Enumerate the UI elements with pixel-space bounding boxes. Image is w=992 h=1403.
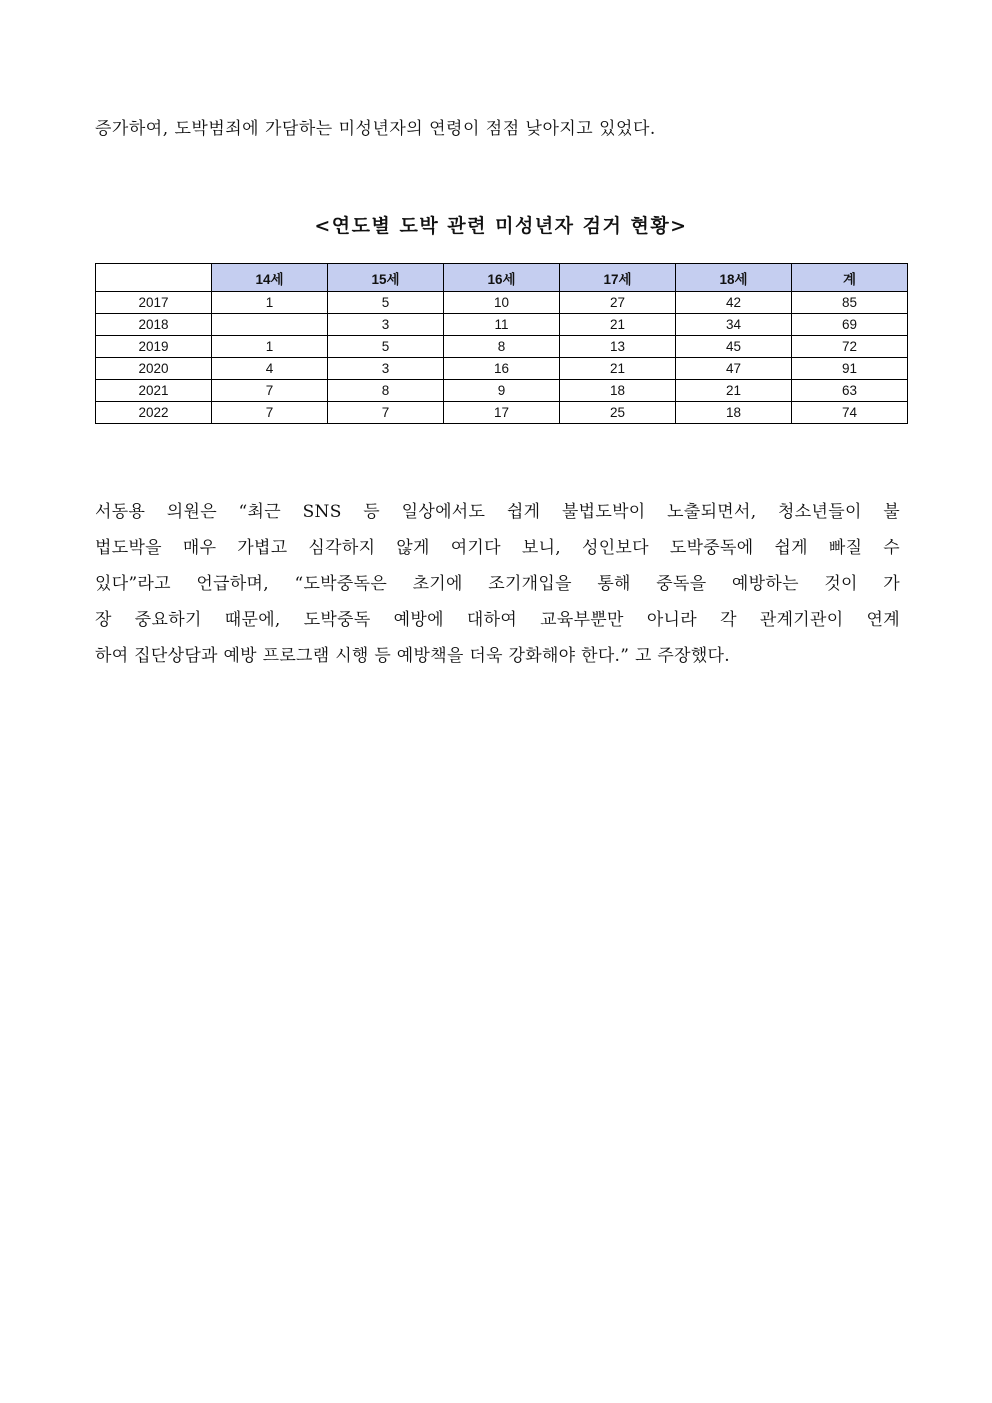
table-cell: 7 bbox=[328, 402, 444, 424]
table-cell: 7 bbox=[212, 402, 328, 424]
table-row bbox=[96, 402, 908, 424]
table-cell: 1 bbox=[212, 336, 328, 358]
table-cell bbox=[212, 314, 328, 336]
table-cell: 47 bbox=[676, 358, 792, 380]
table-cell: 10 bbox=[444, 292, 560, 314]
table-cell: 13 bbox=[560, 336, 676, 358]
table-header-cell-age17: 17세 bbox=[560, 264, 676, 292]
table-cell: 2021 bbox=[96, 380, 212, 402]
table-cell: 3 bbox=[328, 358, 444, 380]
table-cell: 2022 bbox=[96, 402, 212, 424]
table-cell: 42 bbox=[676, 292, 792, 314]
table-cell: 17 bbox=[444, 402, 560, 424]
body-line: 법도박을 매우 가볍고 심각하지 않게 여기다 보니, 성인보다 도박중독에 쉽게 빠질 수 bbox=[95, 538, 900, 558]
table-row bbox=[96, 380, 908, 402]
table-cell: 4 bbox=[212, 358, 328, 380]
table-cell: 8 bbox=[328, 380, 444, 402]
table-cell: 11 bbox=[444, 314, 560, 336]
table-cell: 1 bbox=[212, 292, 328, 314]
table-row bbox=[96, 358, 908, 380]
table-cell: 63 bbox=[792, 380, 908, 402]
table-cell: 21 bbox=[560, 358, 676, 380]
table-cell: 34 bbox=[676, 314, 792, 336]
table-cell: 5 bbox=[328, 336, 444, 358]
intro-paragraph: 증가하여, 도박범죄에 가담하는 미성년자의 연령이 점점 낮아지고 있었다. bbox=[95, 119, 656, 139]
table-title: <연도별 도박 관련 미성년자 검거 현황> bbox=[314, 215, 688, 237]
table-header-cell-age15: 15세 bbox=[328, 264, 444, 292]
table-cell: 5 bbox=[328, 292, 444, 314]
table-cell: 45 bbox=[676, 336, 792, 358]
table-header-cell-year bbox=[96, 264, 212, 292]
table-row bbox=[96, 314, 908, 336]
table-header-cell-age14: 14세 bbox=[212, 264, 328, 292]
table-cell: 8 bbox=[444, 336, 560, 358]
table-cell: 72 bbox=[792, 336, 908, 358]
body-line: 하여 집단상담과 예방 프로그램 시행 등 예방책을 더욱 강화해야 한다.” 고 주장했다. bbox=[95, 646, 730, 666]
table-header-cell-age18: 18세 bbox=[676, 264, 792, 292]
table-cell: 2019 bbox=[96, 336, 212, 358]
table-cell: 69 bbox=[792, 314, 908, 336]
table-cell: 18 bbox=[676, 402, 792, 424]
table-cell: 2017 bbox=[96, 292, 212, 314]
table-cell: 21 bbox=[560, 314, 676, 336]
table-header-cell-total: 계 bbox=[792, 264, 908, 292]
body-line: 서동용 의원은 “최근 SNS 등 일상에서도 쉽게 불법도박이 노출되면서, 청소년들이 불 bbox=[95, 502, 900, 522]
body-line: 장 중요하기 때문에, 도박중독 예방에 대하여 교육부뿐만 아니라 각 관계기관이 연계 bbox=[95, 610, 900, 630]
table-cell: 21 bbox=[676, 380, 792, 402]
table-cell: 91 bbox=[792, 358, 908, 380]
table-cell: 2020 bbox=[96, 358, 212, 380]
table-cell: 25 bbox=[560, 402, 676, 424]
table-row bbox=[96, 292, 908, 314]
table-cell: 18 bbox=[560, 380, 676, 402]
table-header-row bbox=[96, 264, 908, 292]
table-row bbox=[96, 336, 908, 358]
table-cell: 2018 bbox=[96, 314, 212, 336]
table-cell: 3 bbox=[328, 314, 444, 336]
juvenile-arrest-table bbox=[95, 263, 908, 424]
table-cell: 16 bbox=[444, 358, 560, 380]
table-cell: 27 bbox=[560, 292, 676, 314]
table-cell: 85 bbox=[792, 292, 908, 314]
table-cell: 7 bbox=[212, 380, 328, 402]
body-line: 있다”라고 언급하며, “도박중독은 초기에 조기개입을 통해 중독을 예방하는 것이 가 bbox=[95, 574, 900, 594]
table-cell: 74 bbox=[792, 402, 908, 424]
body-paragraph bbox=[95, 494, 900, 674]
table-cell: 9 bbox=[444, 380, 560, 402]
table-header-cell-age16: 16세 bbox=[444, 264, 560, 292]
